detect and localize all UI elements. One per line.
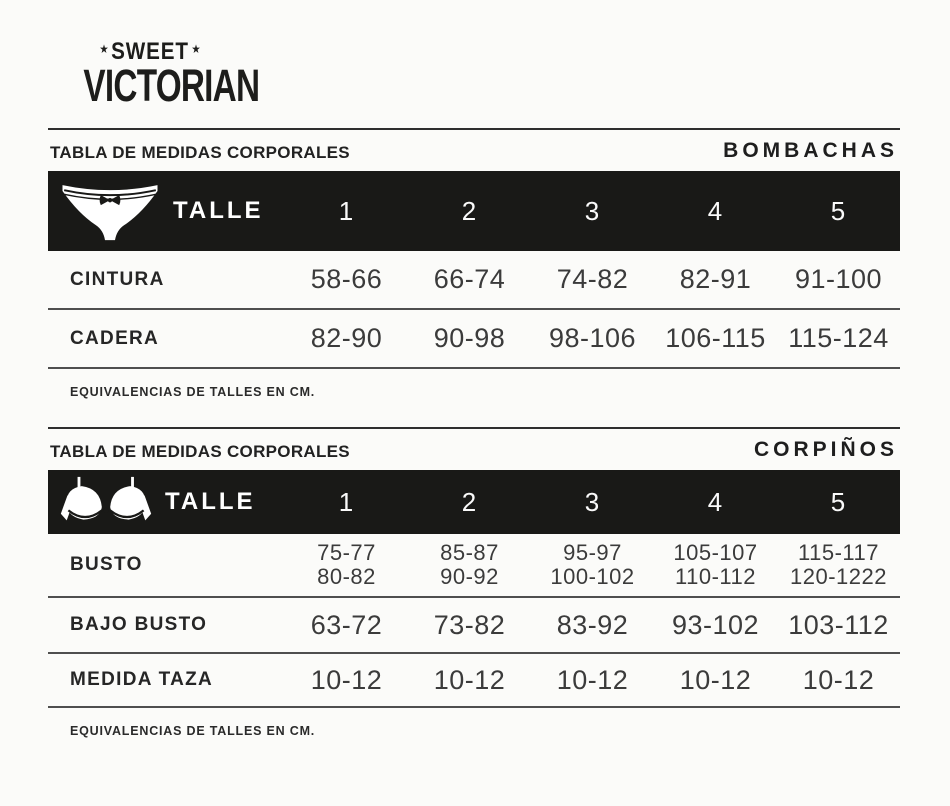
measure-line: 115-117	[798, 539, 879, 565]
size-label: TALLE	[165, 488, 256, 516]
measure-cell: 82-90	[310, 323, 383, 354]
size-header: 5	[830, 195, 847, 226]
section-head	[48, 128, 900, 171]
brand-logo	[60, 38, 260, 111]
star-icon: ★	[99, 42, 109, 56]
measure-cell: 106-115	[665, 323, 766, 354]
table-row	[48, 310, 900, 369]
measure-line: 85-87	[440, 539, 499, 565]
talle-header-cell	[48, 178, 285, 244]
table-row	[48, 251, 900, 310]
table-header-row	[48, 470, 900, 534]
measure-line: 95-97	[563, 539, 622, 565]
bra-icon	[60, 475, 152, 529]
measure-cell	[408, 541, 531, 590]
row-label: BUSTO	[70, 554, 143, 576]
size-label: TALLE	[173, 197, 264, 225]
category-label: BOMBACHAS	[723, 139, 898, 163]
measure-line: 110-112	[675, 564, 756, 590]
size-header: 4	[707, 486, 724, 517]
measure-cell: 82-91	[679, 264, 752, 295]
category-label: CORPIÑOS	[753, 438, 898, 462]
corpinos-table-section	[48, 427, 900, 738]
table-row	[48, 598, 900, 654]
measure-cell	[531, 541, 654, 590]
measure-cell: 10-12	[310, 664, 383, 695]
size-header: 2	[461, 195, 478, 226]
size-header: 5	[830, 486, 847, 517]
size-header: 4	[707, 195, 724, 226]
measure-cell: 98-106	[548, 323, 637, 354]
measure-line: 90-92	[440, 564, 499, 590]
measure-cell: 74-82	[556, 264, 629, 295]
brand-name-bottom: VICTORIAN	[83, 60, 260, 111]
size-header: 3	[584, 195, 601, 226]
measure-cell: 115-124	[788, 323, 889, 354]
table-row	[48, 534, 900, 598]
row-label: CADERA	[70, 327, 160, 349]
size-header: 2	[461, 486, 478, 517]
measure-cell: 10-12	[679, 664, 752, 695]
measure-line: 100-102	[550, 564, 635, 590]
row-label: BAJO BUSTO	[70, 614, 208, 636]
measure-cell: 73-82	[433, 609, 506, 640]
measure-cell: 10-12	[802, 664, 875, 695]
measure-line: 75-77	[317, 539, 376, 565]
row-label: MEDIDA TAZA	[70, 669, 214, 691]
measure-cell: 63-72	[310, 609, 383, 640]
measure-line: 80-82	[317, 564, 376, 590]
measure-cell: 91-100	[794, 264, 883, 295]
table-title: TABLA DE MEDIDAS CORPORALES	[50, 442, 350, 462]
star-icon: ★	[191, 42, 201, 56]
measure-cell	[285, 541, 408, 590]
measure-cell: 66-74	[433, 264, 506, 295]
panties-icon	[60, 178, 160, 244]
measure-cell: 10-12	[556, 664, 629, 695]
table-title: TABLA DE MEDIDAS CORPORALES	[50, 143, 350, 163]
measure-cell	[777, 541, 900, 590]
measure-cell: 10-12	[433, 664, 506, 695]
brand-top-text: SWEET	[111, 38, 189, 65]
measure-cell: 58-66	[310, 264, 383, 295]
size-header: 1	[338, 195, 355, 226]
measure-cell: 103-112	[788, 609, 889, 640]
footnote: EQUIVALENCIAS DE TALLES EN CM.	[70, 385, 316, 400]
talle-header-cell	[48, 475, 285, 529]
footnote: EQUIVALENCIAS DE TALLES EN CM.	[70, 724, 316, 739]
measure-cell: 90-98	[433, 323, 506, 354]
section-head	[48, 427, 900, 470]
measure-cell	[654, 541, 777, 590]
measure-cell: 83-92	[556, 609, 629, 640]
row-label: CINTURA	[70, 268, 165, 290]
measure-line: 120-1222	[790, 564, 887, 590]
measure-cell: 93-102	[671, 609, 760, 640]
size-header: 1	[338, 486, 355, 517]
bombachas-table-section	[48, 128, 900, 399]
table-row	[48, 654, 900, 708]
measure-line: 105-107	[673, 539, 758, 565]
size-header: 3	[584, 486, 601, 517]
table-header-row	[48, 171, 900, 251]
size-chart-page	[48, 40, 900, 738]
